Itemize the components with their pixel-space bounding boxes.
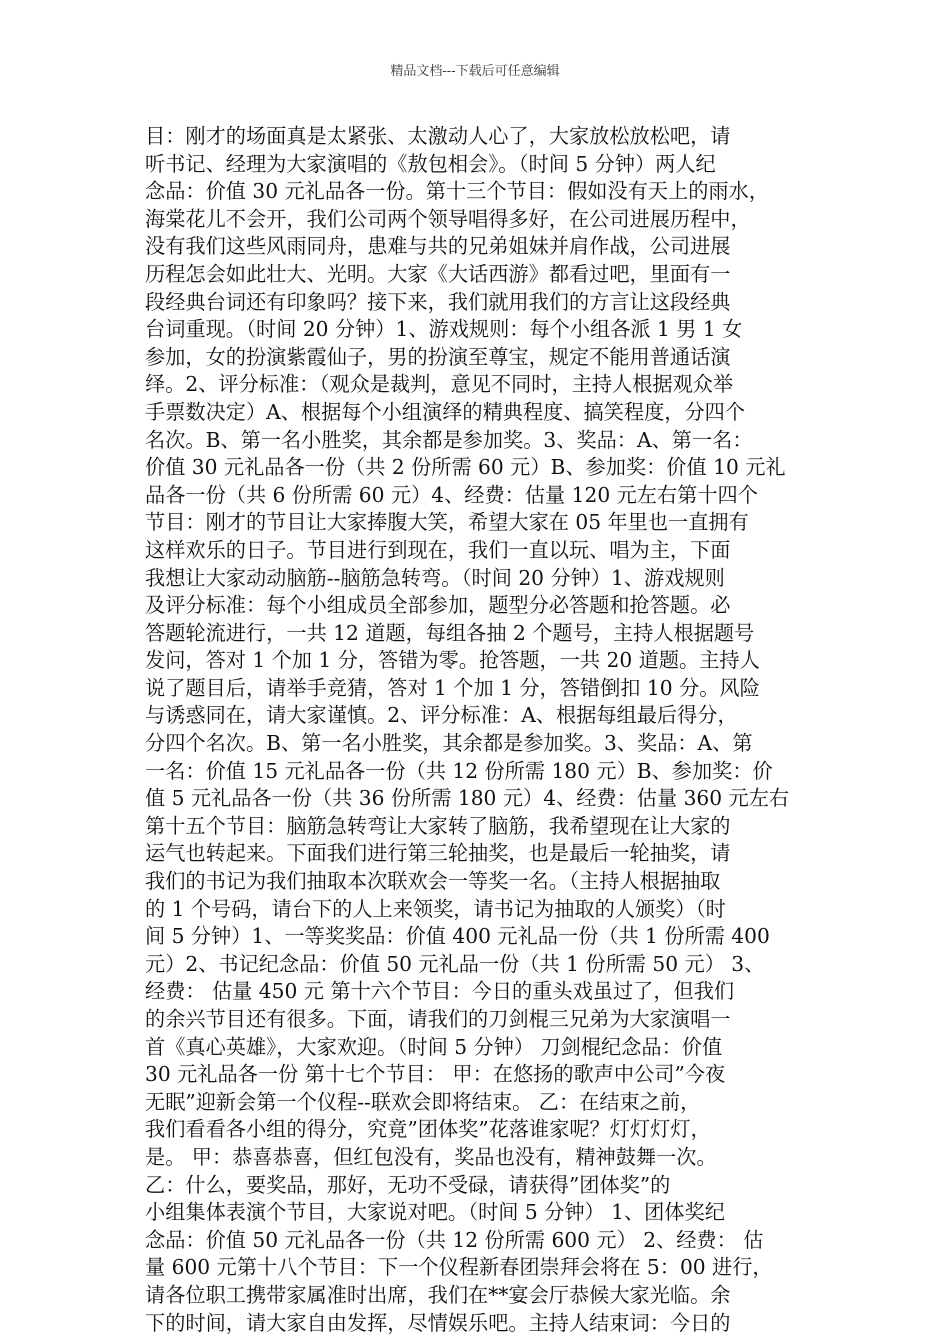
text-line: 经费： 估量 450 元 第十六个节目：今日的重头戏虽过了，但我们	[145, 979, 735, 1004]
text-line: 首《真心英雄》，大家欢迎。（时间 5 分钟） 刀剑棍纪念品：价值	[145, 1034, 723, 1059]
text-line: 段经典台词还有印象吗？接下来，我们就用我们的方言让这段经典	[145, 289, 731, 314]
text-line: 念品：价值 50 元礼品各一份（共 12 份所需 600 元） 2、经费： 估	[145, 1227, 764, 1252]
text-line: 说了题目后，请举手竞猜，答对 1 个加 1 分，答错倒扣 10 分。风险	[145, 675, 760, 700]
text-line: 手票数决定）A、根据每个小组演绎的精典程度、搞笑程度，分四个	[145, 399, 746, 424]
text-line: 的 1 个号码，请台下的人上来领奖，请书记为抽取的人颁奖）（时	[145, 896, 726, 921]
text-line: 品各一份（共 6 份所需 60 元）4、经费：估量 120 元左右第十四个	[145, 482, 758, 507]
text-line: 下的时间，请大家自由发挥，尽情娱乐吧。主持人结束词：今日的	[145, 1310, 731, 1335]
text-line: 是。 甲：恭喜恭喜，但红包没有，奖品也没有，精神鼓舞一次。	[145, 1144, 717, 1169]
text-line: 分四个名次。B、第一名小胜奖，其余都是参加奖。3、奖品：A、第	[145, 731, 753, 756]
text-line: 无眠”迎新会第一个仪程--联欢会即将结束。 乙：在结束之前，	[145, 1089, 701, 1114]
text-line: 发问，答对 1 个加 1 分，答错为零。抢答题，一共 20 道题。主持人	[145, 648, 760, 673]
text-line: 运气也转起来。下面我们进行第三轮抽奖，也是最后一轮抽奖，请	[145, 841, 731, 866]
text-line: 答题轮流进行，一共 12 道题，每组各抽 2 个题号，主持人根据题号	[145, 620, 755, 645]
text-line: 没有我们这些风雨同舟，患难与共的兄弟姐妹并肩作战，公司进展	[145, 234, 731, 259]
text-line: 海棠花儿不会开，我们公司两个领导唱得多好，在公司进展历程中，	[145, 206, 751, 231]
text-line: 绎。2、评分标准：（观众是裁判，意见不同时，主持人根据观众举	[145, 372, 734, 397]
text-line: 我想让大家动动脑筋--脑筋急转弯。（时间 20 分钟）1、游戏规则	[145, 565, 725, 590]
text-line: 元）2、书记纪念品：价值 50 元礼品一份（共 1 份所需 50 元） 3、	[145, 951, 765, 976]
text-line: 价值 30 元礼品各一份（共 2 份所需 60 元）B、参加奖：价值 10 元礼	[145, 455, 786, 480]
text-line: 台词重现。（时间 20 分钟）1、游戏规则：每个小组各派 1 男 1 女	[145, 317, 743, 342]
text-line: 间 5 分钟）1、一等奖奖品：价值 400 元礼品一份（共 1 份所需 400	[145, 924, 770, 949]
text-line: 名次。B、第一名小胜奖，其余都是参加奖。3、奖品：A、第一名：	[145, 427, 753, 452]
text-line: 我们的书记为我们抽取本次联欢会一等奖一名。（主持人根据抽取	[145, 869, 721, 894]
text-line: 念品：价值 30 元礼品各一份。第十三个节目：假如没有天上的雨水，	[145, 179, 769, 204]
text-line: 听书记、经理为大家演唱的《敖包相会》。（时间 5 分钟）两人纪	[145, 151, 716, 176]
page-header: 精品文档---下载后可任意编辑	[390, 64, 560, 79]
text-line: 小组集体表演个节目，大家说对吧。（时间 5 分钟） 1、团体奖纪	[145, 1200, 725, 1225]
text-line: 一名：价值 15 元礼品各一份（共 12 份所需 180 元）B、参加奖：价	[145, 758, 773, 783]
text-line: 30 元礼品各一份 第十七个节目： 甲：在悠扬的歌声中公司”今夜	[145, 1062, 726, 1087]
text-line: 节目：刚才的节目让大家捧腹大笑，希望大家在 05 年里也一直拥有	[145, 510, 749, 535]
text-line: 我们看看各小组的得分，究竟”团体奖”花落谁家呢？灯灯灯灯，	[145, 1117, 711, 1142]
text-line: 与诱惑同在，请大家谨慎。2、评分标准：A、根据每组最后得分，	[145, 703, 738, 728]
text-line: 及评分标准：每个小组成员全部参加，题型分必答题和抢答题。必	[145, 593, 731, 618]
document-body	[145, 123, 817, 1337]
text-line: 目：刚才的场面真是太紧张、太激动人心了，大家放松放松吧，请	[145, 124, 731, 148]
text-line: 的余兴节目还有很多。下面，请我们的刀剑棍三兄弟为大家演唱一	[145, 1007, 731, 1031]
text-line: 请各位职工携带家属准时出席，我们在**宴会厅恭候大家光临。余	[145, 1282, 731, 1307]
text-line: 参加，女的扮演紫霞仙子，男的扮演至尊宝，规定不能用普通话演	[145, 344, 731, 369]
text-line: 历程怎会如此壮大、光明。大家《大话西游》都看过吧，里面有一	[145, 261, 731, 286]
text-line: 第十五个节目：脑筋急转弯让大家转了脑筋，我希望现在让大家的	[145, 813, 731, 838]
text-line: 值 5 元礼品各一份（共 36 份所需 180 元）4、经费：估量 360 元左右	[145, 786, 790, 811]
text-line: 乙：什么，要奖品，那好，无功不受碌，请获得”团体奖”的	[145, 1172, 671, 1197]
text-line: 这样欢乐的日子。节目进行到现在，我们一直以玩、唱为主，下面	[145, 537, 731, 562]
text-line: 量 600 元第十八个节目：下一个仪程新春团崇拜会将在 5：00 进行，	[145, 1255, 773, 1280]
